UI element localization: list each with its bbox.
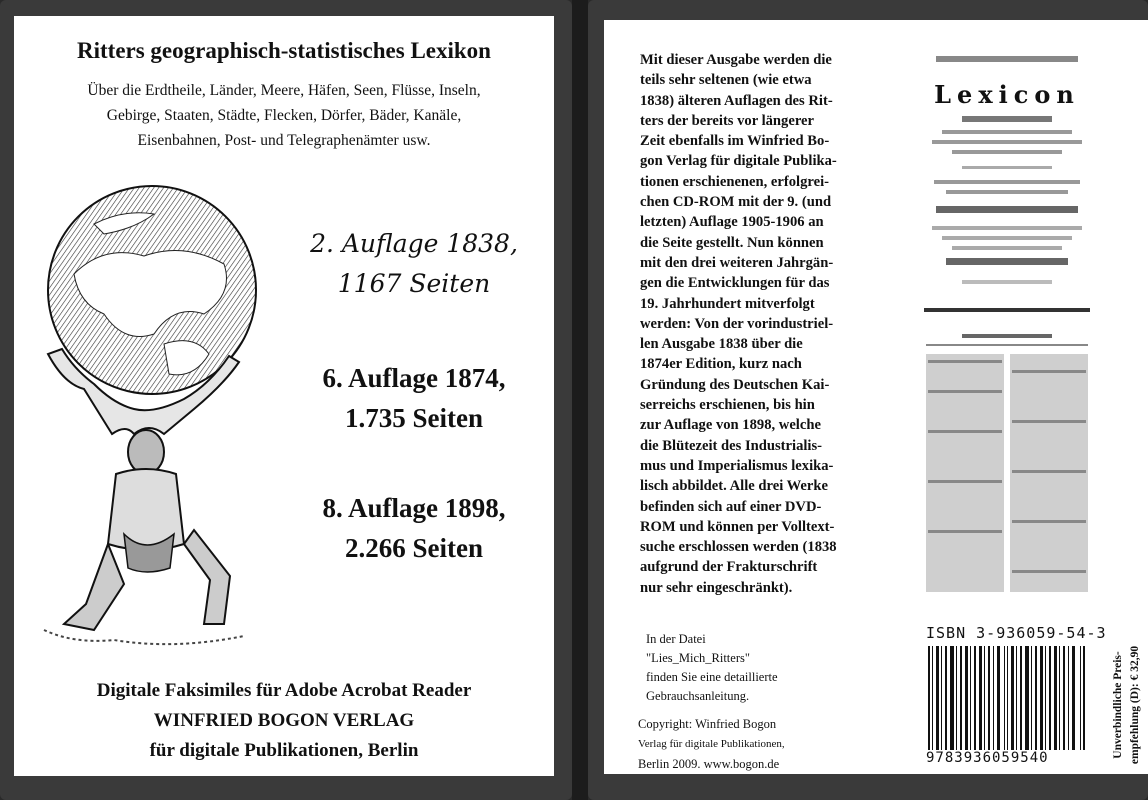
barcode-image — [926, 646, 1088, 766]
description-blurb — [640, 50, 890, 598]
blurb-line: gen die Entwicklungen für das — [640, 275, 830, 292]
readme-line: Gebrauchsanleitung. — [646, 689, 750, 703]
edition-1874 — [274, 358, 554, 438]
front-cover — [14, 16, 554, 776]
blurb-line: teils sehr seltenen (wie etwa — [640, 72, 812, 89]
cover-title: Ritters geographisch-statistisches Lexikon — [77, 38, 491, 63]
copyright-line: Verlag für digitale Publikationen, — [638, 738, 785, 750]
subtitle-line: Über die Erdtheile, Länder, Meere, Häfen, Seen, Flüsse, Inseln, — [87, 82, 481, 99]
copyright-notice — [638, 714, 898, 774]
readme-line: In der Datei — [646, 632, 706, 646]
blurb-line: lisch abbildet. Alle drei Werke — [640, 478, 828, 495]
price-recommendation — [1104, 630, 1144, 780]
edition-pages: 2.266 Seiten — [345, 533, 483, 563]
atlas-globe-illustration — [34, 184, 304, 654]
edition-1838 — [274, 224, 554, 304]
edition-pages: 1167 Seiten — [337, 269, 491, 298]
blurb-line: Gründung des Deutschen Kai- — [640, 376, 830, 393]
blurb-line: mit den drei weiteren Jahrgän- — [640, 254, 834, 271]
blurb-line: 1838) älteren Auflagen des Rit- — [640, 92, 833, 109]
price-line: Unverbindliche Preis- — [1112, 651, 1124, 759]
blurb-line: aufgrund der Frakturschrift — [640, 559, 818, 576]
case-hinge — [572, 0, 588, 800]
isbn-label: ISBN 3-936059-54-3 — [926, 624, 1107, 642]
blurb-line: ters der bereits vor längerer — [640, 112, 814, 129]
edition-line: 2. Auflage 1838, — [310, 229, 518, 258]
facsimile-text-page-image — [922, 330, 1092, 596]
blurb-line: len Ausgabe 1838 über die — [640, 336, 803, 353]
blurb-line: suche erschlossen werden (1838 — [640, 539, 837, 556]
blurb-line: werden: Von der vorindustriel- — [640, 315, 834, 332]
blurb-line: befinden sich auf einer DVD- — [640, 498, 822, 515]
blurb-line: Mit dieser Ausgabe werden die — [640, 52, 832, 68]
publisher-url: Berlin 2009. www.bogon.de — [638, 757, 780, 771]
blurb-line: chen CD-ROM mit der 9. (und — [640, 194, 832, 211]
barcode-number: 9783936059540 — [926, 750, 1094, 766]
copyright-line: Copyright: Winfried Bogon — [638, 717, 777, 731]
blurb-line: ROM und können per Volltext- — [640, 518, 835, 535]
blurb-line: zur Auflage von 1898, welche — [640, 417, 821, 434]
footer-line: Digitale Faksimiles für Adobe Acrobat Reader — [96, 680, 472, 701]
price-value: empfehlung (D): € 32,90 — [1129, 645, 1141, 765]
back-cover — [604, 20, 1148, 774]
readme-filename: "Lies_Mich_Ritters" — [646, 651, 750, 665]
blurb-line: tionen erschienenen, erfolgrei- — [640, 173, 829, 190]
publisher-name: WINFRIED BOGON VERLAG — [153, 710, 415, 731]
blurb-line: letzten) Auflage 1905-1906 an — [640, 214, 824, 231]
readme-note — [646, 630, 866, 706]
edition-1898 — [274, 488, 554, 568]
edition-line: 8. Auflage 1898, — [322, 493, 506, 523]
footer-line: für digitale Publikationen, Berlin — [149, 740, 419, 761]
blurb-line: die Seite gestellt. Nun können — [640, 234, 824, 251]
subtitle-line: Gebirge, Staaten, Städte, Flecken, Dörfer, Bäder, Kanäle, — [106, 107, 462, 124]
blurb-line: mus und Imperialismus lexika- — [640, 457, 834, 474]
blurb-line: 1874er Edition, kurz nach — [640, 356, 802, 373]
readme-line: finden Sie eine detaillierte — [646, 670, 778, 684]
blurb-line: Zeit ebenfalls im Winfried Bo- — [640, 133, 830, 150]
cover-subtitle — [28, 78, 540, 153]
subtitle-line: Eisenbahnen, Post- und Telegraphenämter usw. — [137, 132, 431, 149]
blurb-line: die Blütezeit des Industrialis- — [640, 437, 823, 454]
edition-line: 6. Auflage 1874, — [322, 363, 506, 393]
blurb-line: 19. Jahrhundert mitverfolgt — [640, 295, 815, 312]
blurb-line: nur sehr eingeschränkt). — [640, 579, 793, 596]
facsimile-lexicon-title: Lexicon — [934, 80, 1080, 109]
blurb-line: gon Verlag für digitale Publika- — [640, 153, 837, 170]
blurb-line: serreichs erschienen, bis hin — [640, 397, 815, 414]
edition-pages: 1.735 Seiten — [345, 403, 483, 433]
cover-footer — [14, 676, 554, 766]
